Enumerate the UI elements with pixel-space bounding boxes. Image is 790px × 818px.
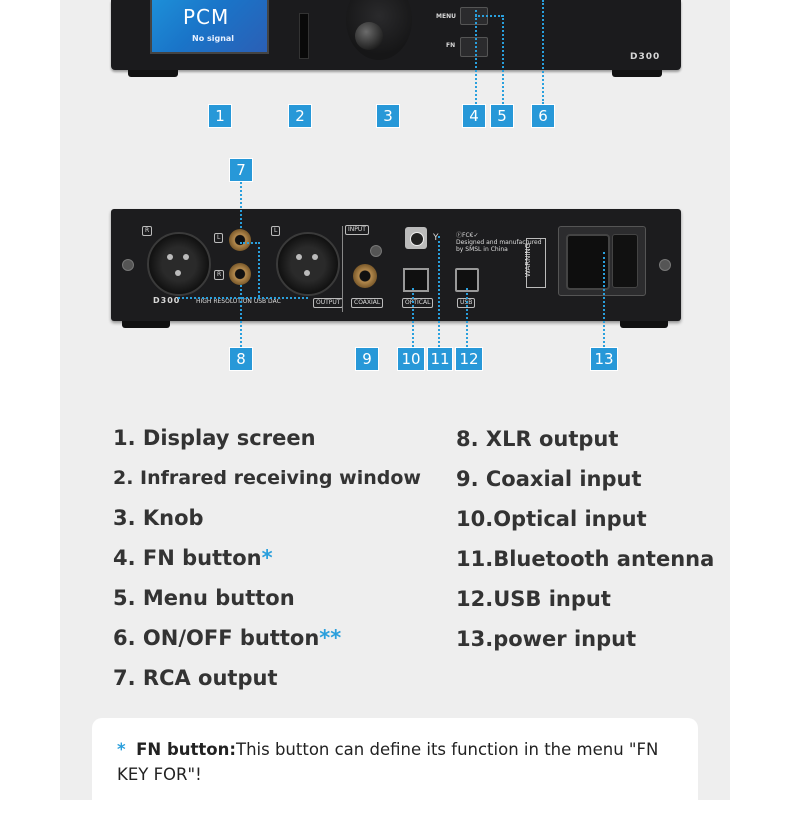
callout-11: 11	[427, 347, 453, 371]
fn-button	[460, 37, 488, 57]
xlr-pin	[175, 270, 181, 276]
channel-l-label: L	[271, 226, 280, 236]
optical-label: OPTICAL	[402, 298, 433, 308]
legend-item	[113, 586, 295, 610]
xlr-pin	[312, 254, 318, 260]
legend-item	[113, 426, 316, 450]
xlr-pin	[304, 270, 310, 276]
channel-r-label: R	[142, 226, 152, 236]
coaxial-label: COAXIAL	[351, 298, 383, 308]
callout-12: 12	[455, 347, 483, 371]
legend-item	[113, 467, 421, 489]
xlr-output-left	[276, 232, 340, 296]
leader-line-7	[240, 182, 242, 228]
input-label: INPUT	[345, 225, 369, 235]
device-foot	[620, 321, 668, 328]
rca-l-label: L	[214, 233, 223, 243]
callout-3: 3	[376, 104, 400, 128]
callout-9: 9	[355, 347, 379, 371]
designed-line-1: Designed and manufactured	[456, 239, 542, 246]
footnote-title: FN button:	[136, 740, 236, 759]
footnote-body: This button can define its function in the menu "FN KEY FOR"!	[117, 740, 659, 784]
legend-text: 6. ON/OFF button	[113, 626, 320, 650]
rca-output-left	[229, 229, 251, 251]
back-brand-logo: D300	[153, 296, 181, 305]
usb-label: USB	[457, 298, 475, 308]
xlr-pin	[296, 254, 302, 260]
legend-item	[456, 627, 636, 651]
infrared-window	[299, 13, 309, 59]
legend-item	[113, 666, 277, 690]
legend-item	[456, 467, 642, 491]
screw	[370, 245, 382, 257]
callout-6: 6	[531, 104, 555, 128]
legend-text: 11.Bluetooth antenna	[456, 547, 715, 571]
legend-text: 12.USB input	[456, 587, 611, 611]
device-foot	[128, 70, 178, 77]
xlr-pin	[167, 254, 173, 260]
power-switch	[612, 234, 638, 288]
menu-button-label: MENU	[436, 13, 456, 20]
cert-marks: ⒻFC€✓	[456, 232, 479, 239]
output-label: OUTPUT	[313, 298, 343, 308]
legend-item	[113, 506, 204, 530]
front-brand-logo: D300	[630, 52, 661, 62]
callout-8: 8	[229, 347, 253, 371]
legend-text: 13.power input	[456, 627, 637, 651]
divider	[342, 226, 343, 312]
callout-5: 5	[490, 104, 514, 128]
legend-item	[456, 507, 647, 531]
screw	[122, 259, 134, 271]
designed-line-2: by SMSL in China	[456, 246, 508, 253]
leader-line-10	[412, 288, 414, 347]
coaxial-input	[353, 264, 377, 288]
device-foot	[612, 70, 662, 77]
screw	[659, 259, 671, 271]
warning-text: WARNING	[524, 242, 533, 278]
model-text: HIGH RESOLUTION USB DAC	[196, 298, 281, 305]
leader-line-8	[240, 285, 242, 347]
leader-line-4	[475, 10, 477, 104]
callout-2: 2	[288, 104, 312, 128]
legend-text: 1. Display screen	[113, 426, 316, 450]
asterisk-mark: *	[117, 740, 126, 759]
leader-line-11	[438, 236, 440, 347]
legend-text: 2. Infrared receiving window	[113, 467, 421, 489]
leader-line-13	[603, 252, 605, 347]
legend-item	[456, 587, 611, 611]
fn-button-label: FN	[446, 42, 456, 49]
optical-input	[403, 268, 429, 292]
legend-item	[456, 547, 714, 571]
callout-13: 13	[590, 347, 618, 371]
legend-text: 7. RCA output	[113, 666, 278, 690]
callout-10: 10	[397, 347, 425, 371]
rca-r-label: R	[214, 270, 224, 280]
legend-text: 3. Knob	[113, 506, 204, 530]
screen-format-text: PCM	[183, 5, 230, 29]
leader-line-7h	[240, 242, 260, 244]
device-foot	[122, 321, 170, 328]
leader-line-12	[466, 288, 468, 347]
asterisk-mark: **	[319, 626, 342, 650]
asterisk-mark: *	[261, 546, 273, 570]
xlr-output-right	[147, 232, 211, 296]
callout-4: 4	[462, 104, 486, 128]
leader-line-8h	[178, 297, 308, 299]
antenna-symbol: Y	[433, 233, 439, 243]
legend-text: 10.Optical input	[456, 507, 647, 531]
leader-line-6	[542, 0, 544, 104]
antenna-core	[410, 232, 424, 246]
legend-text: 4. FN button	[113, 546, 262, 570]
screen-status-text: No signal	[192, 34, 235, 43]
legend-item	[456, 427, 618, 451]
legend-text: 9. Coaxial input	[456, 467, 642, 491]
legend-text: 5. Menu button	[113, 586, 295, 610]
xlr-pin	[183, 254, 189, 260]
leader-line-7b	[258, 242, 260, 297]
leader-line-5h	[475, 15, 503, 17]
footnote-text	[117, 737, 677, 787]
leader-line-5	[502, 15, 504, 104]
legend-item	[113, 626, 341, 650]
knob-cap	[355, 22, 383, 50]
callout-7: 7	[229, 158, 253, 182]
rca-output-right	[229, 263, 251, 285]
legend-item	[113, 546, 273, 570]
callout-1: 1	[208, 104, 232, 128]
legend-text: 8. XLR output	[456, 427, 619, 451]
